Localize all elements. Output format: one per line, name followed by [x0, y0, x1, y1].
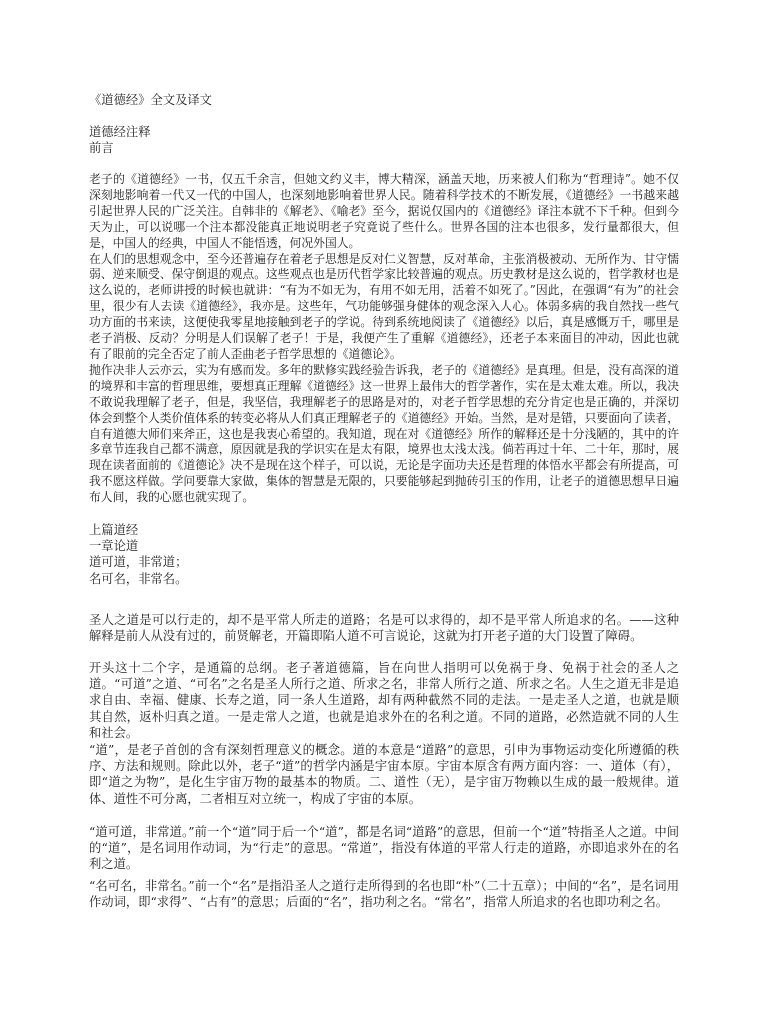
commentary-paragraph: 开头这十二个字，是通篇的总纲。老子著道德篇，旨在向世人指明可以免祸于身、免祸于社会的圣人之道。“可道”之道、“可名”之名是圣人所行之道、所求之名，非常人所行之道、所求之名。人生之道无非是追求自由、幸福、健康、长寿之道，同一条人生道路，却有两种截然不同的走法。一是走圣人之道，也就是顺其自然，返朴归真之道。一是走常人之道，也就是追求外在的名利之道。不同的道路，必然造就不同的人生和社会。: [89, 661, 679, 740]
document-title: 《道德经》全文及译文: [89, 93, 212, 107]
commentary-paragraph: “名可名，非常名。”前一个“名”是指沿圣人之道行走所得到的名也即“朴”（二十五章）；中间的“名”，是名词用作动词，即“求得”、“占有”的意思；后面的“名”，指功利之名。“常名”，指常人所追求的名也即功利之名。: [89, 879, 679, 910]
chapter-heading: 上篇道经 一章论道 道可道，非常道； 名可名，非常名。: [89, 523, 188, 586]
section-heading: 道德经注释 前言: [89, 125, 151, 156]
commentary-paragraph: 圣人之道是可以行走的，却不是平常人所走的道路；名是可以求得的，却不是平常人所追求的名。——这种解释是前人从没有过的，前贤解老，开篇即陷人道不可言说论，这就为打开老子道的大门设置了障碍。: [89, 613, 679, 644]
commentary-paragraph: “道”，是老子首创的含有深刻哲理意义的概念。道的本意是“道路”的意思，引申为事物运动变化所遵循的秩序、方法和规则。除此以外，老子“道”的哲学内涵是宇宙本原。宇宙本原含有两方面内容：一、道体（有），即“道之为物”，是化生宇宙万物的最基本的物质。二、道性（无），是宇宙万物赖以生成的最一般规律。道体、道性不可分离，二者相互对立统一，构成了宇宙的本原。: [89, 743, 679, 806]
preface-text: 老子的《道德经》一书，仅五千余言，但她文约义丰，博大精深，涵盖天地，历来被人们称为“哲理诗”。她不仅深刻地影响着一代又一代的中国人，也深刻地影响着世界人民。随着科学技术的不断发展，《道德经》一书越来越引起世界人民的广泛关注。自韩非的《解老》、《喻老》至今，据说仅国内的《道德经》译注本就不下千种。但到今天为止，可以说哪一个注本都没能真正地说明老子究竟说了些什么。世界各国的注本也很多，发行量都很大，但是，中国人的经典，中国人不能悟透，何况外国人。 在人们的思想观念中，至今还普遍存在着老子思想是反对仁义智慧，反对革命，主张消极被动、无所作为、甘守懦弱、逆来顺受、保守倒退的观点。这些观点也是历代哲学家比较普遍的观点。历史教材是这么说的，哲学教材也是这么说的，老师讲授的时候也就讲：“有为不如无为，有用不如无用，活着不如死了。”因此，在强调“有为”的社会里，很少有人去读《道德经》，我亦是。这些年，气功能够强身健体的观念深入人心。体弱多病的我自然找一些气功方面的书来读，这便使我零星地接触到老子的学说。待到系统地阅读了《道德经》以后，真是感慨万千，哪里是老子消极、反动？分明是人们误解了老子！于是，我便产生了重解《道德经》，还老子本来面目的冲动，因此也就有了眼前的完全否定了前人歪曲老子哲学思想的《道德论》。 抛作决非人云亦云，实为有感而发。多年的默修实践经验告诉我，老子的《道德经》是真理。但是，没有高深的道的境界和丰富的哲理思维，要想真正理解《道德经》这一世界上最伟大的哲学著作，实在是太难太难。所以，我决不敢说我理解了老子，但是，我坚信，我理解老子的思路是对的，对老子哲学思想的充分肯定也是正确的，并深切体会到整个人类价值体系的转变必将从人们真正理解老子的《道德经》开始。当然，是对是错，只要面向了读者，自有道德大师们来斧正，这也是我衷心希望的。我知道，现在对《道德经》所作的解释还是十分浅陋的，其中的许多章节连我自己都不满意，原因就是我的学识实在是太有限，境界也太浅太浅。倘若再过十年、二十年，那时，展现在读者面前的《道德论》决不是现在这个样子，可以说，无论是字面功夫还是哲理的体悟水平都会有所提高，可我不愿这样做。学问要靠大家做，集体的智慧是无限的，只要能够起到抛砖引玉的作用，让老子的道德思想早日遍布人间，我的心愿也就实现了。: [89, 172, 679, 505]
commentary-paragraph: “道可道，非常道。”前一个“道”同于后一个“道”，都是名词“道路”的意思，但前一个“道”特指圣人之道。中间的“道”，是名词用作动词，为“行走”的意思。“常道”，指没有体道的平常人行走的道路，亦即追求外在的名利之道。: [89, 825, 679, 872]
